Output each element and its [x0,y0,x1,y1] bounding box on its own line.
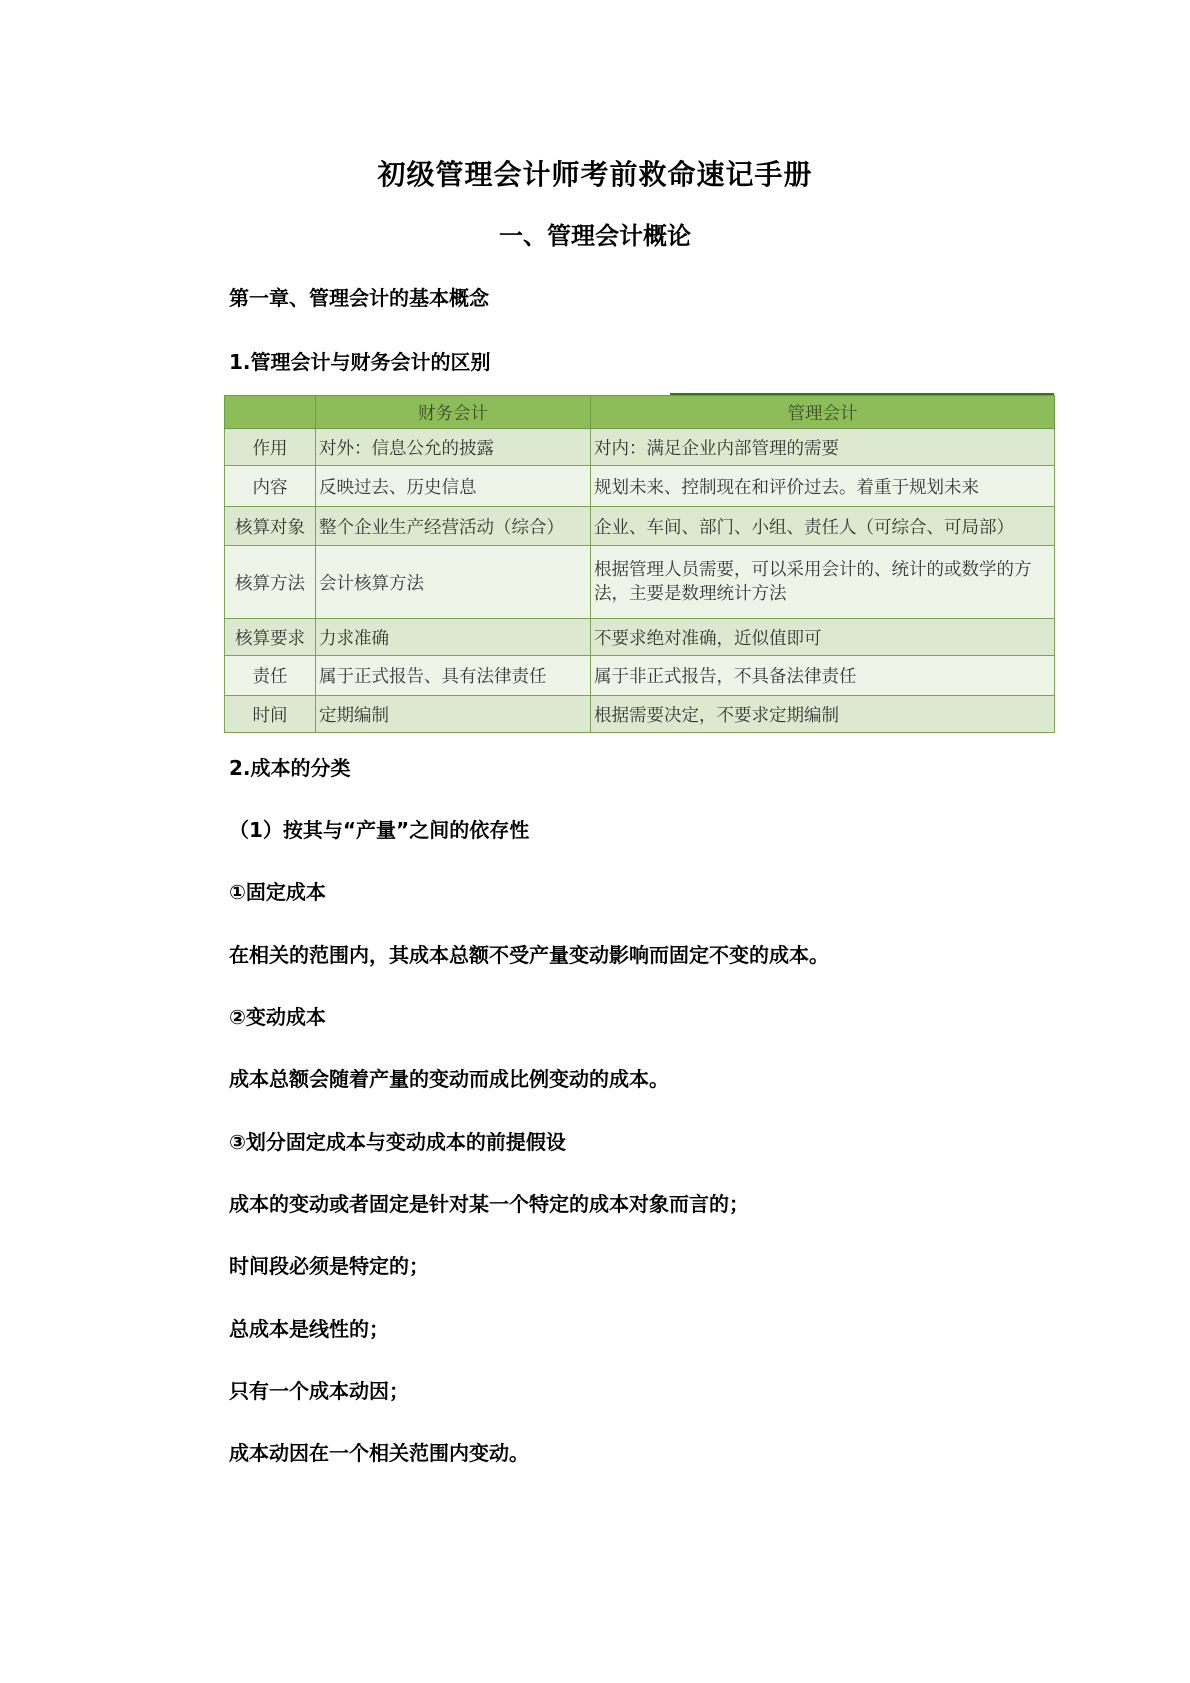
item-fixed-cost-text: 在相关的范围内，其成本总额不受产量变动影响而固定不变的成本。 [229,943,829,967]
row-label: 责任 [225,656,316,696]
item-variable-cost-text: 成本总额会随着产量的变动而成比例变动的成本。 [229,1067,669,1091]
table-row [225,619,1055,656]
financial-cell: 会计核算方法 [316,546,591,619]
row-label: 核算方法 [225,546,316,619]
financial-cell: 对外：信息公允的披露 [316,429,591,466]
table-row [225,507,1055,546]
row-label: 内容 [225,466,316,507]
row-label: 核算要求 [225,619,316,656]
chapter-heading: 第一章、管理会计的基本概念 [229,286,489,310]
table-row [225,429,1055,466]
header-cell [225,396,316,429]
item-variable-cost-title: ②变动成本 [229,1005,326,1029]
assumption-line: 时间段必须是特定的； [229,1254,429,1278]
assumption-line: 只有一个成本动因； [229,1379,409,1403]
management-cell: 企业、车间、部门、小组、责任人（可综合、可局部） [591,507,1055,546]
item-fixed-cost-title: ①固定成本 [229,880,326,904]
management-cell: 对内：满足企业内部管理的需要 [591,429,1055,466]
management-cell: 根据需要决定，不要求定期编制 [591,696,1055,733]
financial-cell: 整个企业生产经营活动（综合） [316,507,591,546]
table-row [225,466,1055,507]
management-cell: 根据管理人员需要，可以采用会计的、统计的或数学的方法，主要是数理统计方法 [591,546,1055,619]
assumption-line: 成本动因在一个相关范围内变动。 [229,1441,529,1465]
table-row [225,696,1055,733]
financial-cell: 反映过去、历史信息 [316,466,591,507]
table-row [225,656,1055,696]
assumption-line: 成本的变动或者固定是针对某一个特定的成本对象而言的； [229,1192,749,1216]
financial-cell: 属于正式报告、具有法律责任 [316,656,591,696]
heading-cost-classification: 2.成本的分类 [229,756,351,780]
subheading-dependency: （1）按其与“产量”之间的依存性 [229,818,530,842]
row-label: 作用 [225,429,316,466]
assumption-line: 总成本是线性的； [229,1317,389,1341]
item-assumptions-title: ③划分固定成本与变动成本的前提假设 [229,1130,566,1154]
row-label: 核算对象 [225,507,316,546]
row-label: 时间 [225,696,316,733]
financial-cell: 定期编制 [316,696,591,733]
financial-cell: 力求准确 [316,619,591,656]
document-title: 初级管理会计师考前救命速记手册 [377,158,813,191]
header-cell: 管理会计 [591,396,1055,429]
management-cell: 属于非正式报告，不具备法律责任 [591,656,1055,696]
table-row [225,546,1055,619]
section-title: 一、管理会计概论 [499,222,691,250]
management-cell: 规划未来、控制现在和评价过去。着重于规划未来 [591,466,1055,507]
table-header-row [225,396,1055,429]
header-cell: 财务会计 [316,396,591,429]
comparison-table [224,395,1055,733]
management-cell: 不要求绝对准确，近似值即可 [591,619,1055,656]
heading-difference: 1.管理会计与财务会计的区别 [229,350,491,374]
